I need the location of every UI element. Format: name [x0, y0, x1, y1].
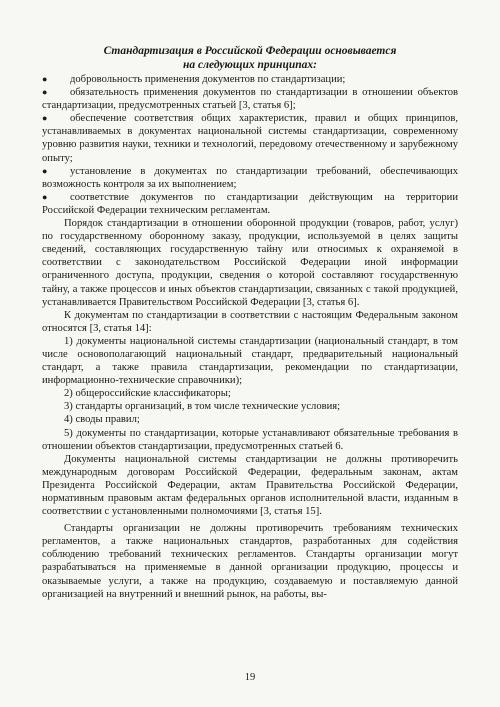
- bullet-icon: ●: [42, 87, 48, 98]
- list-item-text: соответствие документов по стандартизации действующим на территории Российской Федерации техническим регламентам.: [42, 191, 458, 216]
- heading-line-2: на следующих принципах:: [183, 59, 317, 71]
- list-item-text: обязательность применения документов по стандартизации в отношении объектов стандартизации, предусмотренных статьей [3, статья 6];: [42, 87, 458, 112]
- documents-intro-paragraph: К документам по стандартизации в соответствии с настоящим Федеральным законом относятся [3, статья 14]:: [42, 309, 458, 334]
- defense-paragraph: Порядок стандартизации в отношении оборонной продукции (товаров, работ, услуг) по государственному оборонному заказу, продукции, используемой в целях защиты сведений, составляющих государственную тайну или относимых к охраняемой в соответствии с законодательством Российской Федерации иной информации ограниченного доступа, продукции, сведения о которой составляют государственную тайну, а также процессов и иных объектов стандартизации, связанных с такой продукцией, устанавливается Правительством Российской Федерации [3, статья 6].: [42, 218, 458, 308]
- list-item-text: добровольность применения документов по стандартизации;: [70, 74, 346, 85]
- principles-list: [42, 73, 458, 217]
- bullet-icon: ●: [42, 165, 48, 176]
- list-item: 3) стандарты организаций, в том числе технические условия;: [64, 401, 341, 413]
- list-item-text: установление в документах по стандартизации требований, обеспечивающих возможность контроля за их выполнением;: [42, 165, 458, 190]
- document-types-list: [42, 335, 458, 453]
- list-item-text: обеспечение соответствия общих характеристик, правил и общих принципов, устанавливаемых в документах национальной системы стандартизации, современному уровню развития науки, техники и технологий, передовому отечественному и зарубежному опыту;: [42, 113, 458, 164]
- list-item: [42, 73, 458, 86]
- bullet-icon: ●: [42, 191, 48, 202]
- list-item: 1) документы национальной системы стандартизации (национальный стандарт, в том числе основополагающий национальный стандарт, предварительный национальный стандарт, а также правила стандартизации, рекомендации по стандартизации, информационно-технические справочники);: [42, 335, 458, 387]
- list-item: [42, 86, 458, 112]
- list-item: [42, 191, 458, 217]
- page-number: 19: [244, 672, 256, 683]
- list-item: 4) своды правил;: [64, 414, 140, 426]
- bullet-icon: ●: [42, 74, 48, 84]
- list-item: 5) документы по стандартизации, которые устанавливают обязательные требования в отношении объектов стандартизации, предусмотренных статьей 6.: [42, 427, 458, 452]
- heading-line-1: Стандартизация в Российской Федерации основывается: [103, 45, 397, 57]
- national-system-paragraph: Документы национальной системы стандартизации не должны противоречить международным договорам Российской Федерации, федеральным законам, актам Президента Российской Федерации, актам Правительства Российской Федерации, нормативным правовым актам федеральных органов исполнительной власти, изданным в соответствии с установленными полномочиями [3, статья 15].: [42, 453, 458, 518]
- section-heading: [42, 44, 458, 72]
- organization-standards-paragraph: Стандарты организации не должны противоречить требованиям технических регламентов, а также национальных стандартов, разработанных для содействия соблюдению требований технических регламентов. Стандарты организации могут разрабатываться на применяемые в данной организации продукцию, процессы и оказываемые услуги, а также на продукцию, создаваемую и поставляемую данной организацией на внутренний и внешний рынок, на работы, вы-: [42, 523, 458, 600]
- list-item: 2) общероссийские классификаторы;: [64, 388, 231, 400]
- list-item: [42, 165, 458, 191]
- list-item: [42, 112, 458, 164]
- bullet-icon: ●: [42, 113, 48, 124]
